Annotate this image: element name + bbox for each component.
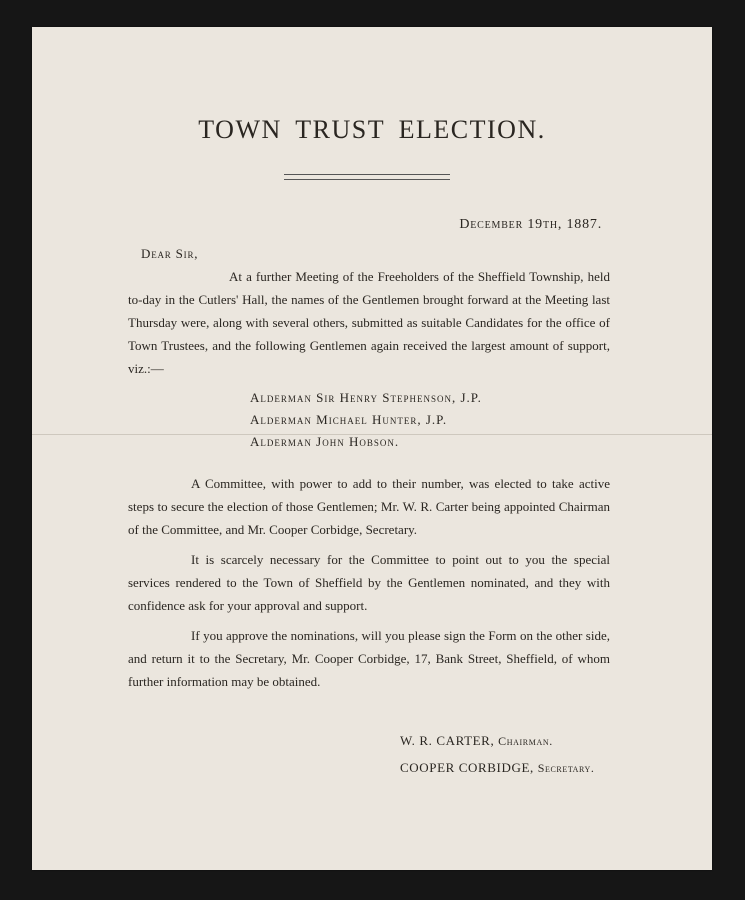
paragraph-instructions: If you approve the nominations, will you please sign the Form on the other side, and return it to the Secretary, Mr. Cooper Corbidge, 17, Bank Street, Sheffield, of whom further information may be obtained.	[128, 628, 610, 689]
paragraph-committee: A Committee, with power to add to their number, was elected to take active steps to secure the election of those Gentlemen; Mr. W. R. Carter being appointed Chairman of the Committee, and Mr. Cooper Corbidge, Secretary.	[128, 476, 610, 537]
signatory-name: COOPER CORBIDGE,	[400, 760, 534, 775]
signatory-role: Secretary.	[537, 761, 595, 775]
document-title: TOWN TRUST ELECTION.	[198, 115, 546, 145]
candidate-list	[250, 387, 482, 453]
candidate-item: Alderman Sir Henry Stephenson, J.P.	[250, 390, 482, 405]
paragraph-services: It is scarcely necessary for the Committee to point out to you the special services rendered to the Town of Sheffield by the Gentlemen nominated, and they with confidence ask for your approval and support.	[128, 552, 610, 613]
title-divider	[284, 174, 450, 180]
candidate-item: Alderman John Hobson.	[250, 434, 400, 449]
document-page	[32, 27, 712, 870]
signature-chairman	[400, 733, 553, 749]
salutation: Dear Sir,	[141, 246, 199, 261]
paragraph-meeting: At a further Meeting of the Freeholders of the Sheffield Township, held to-day in the Cutlers' Hall, the names of the Gentlemen brought forward at the Meeting last Thursday were, along with several others, submitted as suitable Candidates for the office of Town Trustees, and the following Gentlemen again received the largest amount of support, viz.:—	[128, 269, 610, 376]
signatory-role: Chairman.	[498, 734, 553, 748]
signature-secretary	[400, 760, 595, 776]
letter-date: December 19th, 1887.	[459, 217, 602, 232]
signatory-name: W. R. CARTER,	[400, 733, 495, 748]
candidate-item: Alderman Michael Hunter, J.P.	[250, 412, 448, 427]
